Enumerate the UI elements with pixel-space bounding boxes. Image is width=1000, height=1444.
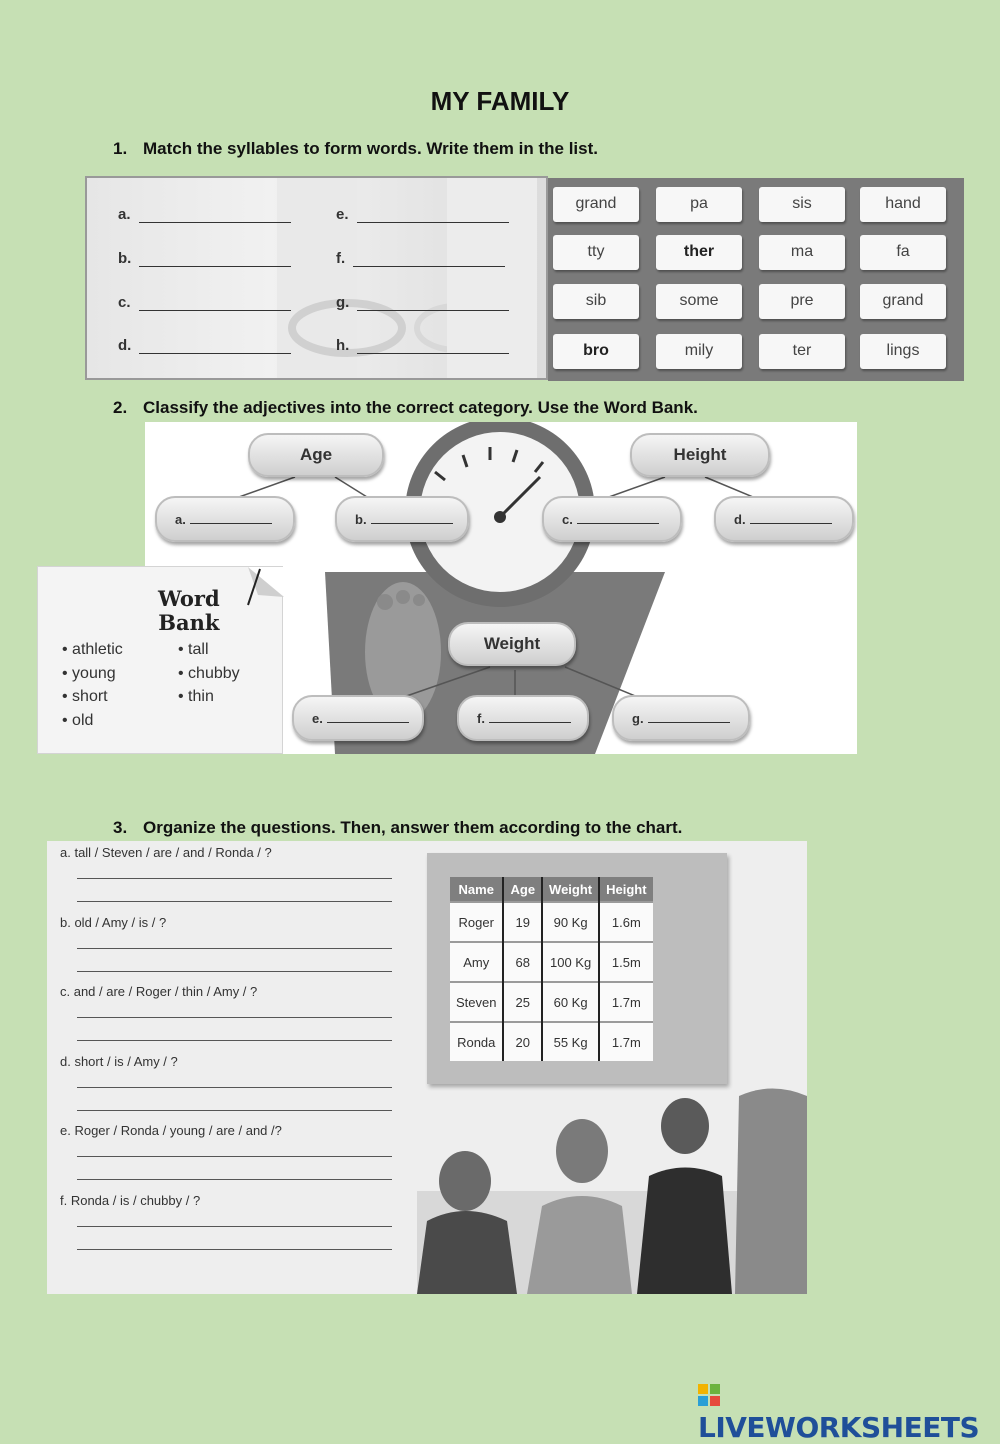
syllable-card[interactable]: grand — [860, 284, 946, 319]
answer-line[interactable] — [77, 1226, 392, 1227]
answer-line[interactable] — [77, 1040, 392, 1041]
chart-cell: Roger — [450, 902, 503, 942]
category-age: Age — [248, 433, 384, 477]
chart-cell: 1.7m — [599, 982, 652, 1022]
blank-h[interactable]: h. — [336, 337, 509, 354]
chart-cell: Steven — [450, 982, 503, 1022]
section2-instruction: 2. Classify the adjectives into the correct category. Use the Word Bank. — [113, 398, 698, 417]
word-bank-item: • old — [62, 711, 94, 729]
bullet-icon: • — [62, 664, 73, 682]
blank-c[interactable]: c. — [118, 294, 291, 311]
syllable-card[interactable]: bro — [553, 334, 639, 369]
question-prompt: f. Ronda / is / chubby / ? — [60, 1192, 201, 1208]
chart-cell: 60 Kg — [542, 982, 599, 1022]
answer-line[interactable] — [77, 878, 392, 879]
chart-cell: 1.6m — [599, 902, 652, 942]
word-bank-item: • tall — [178, 641, 209, 658]
answer-e[interactable]: e. — [292, 695, 424, 741]
answer-line[interactable] — [77, 901, 392, 902]
chart-cell: 68 — [503, 942, 542, 982]
answer-line[interactable] — [77, 1017, 392, 1018]
bullet-icon: • — [178, 641, 189, 658]
answer-a[interactable]: a. — [155, 496, 295, 542]
word-bank-item: • young — [62, 664, 116, 682]
answer-d[interactable]: d. — [714, 496, 854, 542]
chart-cell: 20 — [503, 1022, 542, 1061]
section1-instruction: 1. Match the syllables to form words. Write them in the list. — [113, 139, 598, 158]
answer-g[interactable]: g. — [612, 695, 750, 741]
syllable-card[interactable]: sis — [759, 187, 845, 222]
syllable-card[interactable]: ter — [759, 334, 845, 369]
pin-icon — [238, 567, 284, 607]
chart-cell: 19 — [503, 902, 542, 942]
bullet-icon: • — [178, 664, 189, 682]
question-prompt: b. old / Amy / is / ? — [60, 914, 167, 930]
answer-line[interactable] — [77, 1087, 392, 1088]
syllable-card[interactable]: mily — [656, 334, 742, 369]
bullet-icon: • — [178, 688, 189, 705]
table-row — [450, 982, 653, 1022]
category-height: Height — [630, 433, 770, 477]
liveworksheets-logo-icon — [698, 1384, 720, 1406]
blank-e[interactable]: e. — [336, 206, 509, 223]
blank-b[interactable]: b. — [118, 250, 291, 267]
syllable-card[interactable]: tty — [553, 235, 639, 270]
section3-instruction: 3. Organize the questions. Then, answer them according to the chart. — [113, 818, 683, 837]
chart-cell: 25 — [503, 982, 542, 1022]
syllable-grid — [548, 178, 964, 381]
chart-cell: 100 Kg — [542, 942, 599, 982]
word-bank-item: • chubby — [178, 664, 240, 682]
question-prompt: e. Roger / Ronda / young / are / and /? — [60, 1123, 282, 1138]
answer-line[interactable] — [77, 948, 392, 949]
syllable-card[interactable]: ma — [759, 235, 845, 270]
syllable-card[interactable]: ther — [656, 235, 742, 270]
chart-cell: 90 Kg — [542, 902, 599, 942]
table-row — [450, 1022, 653, 1061]
answer-c[interactable]: c. — [542, 496, 682, 542]
word-bank-item: • thin — [178, 688, 214, 705]
family-photo — [417, 1071, 807, 1294]
chart-header: Name — [450, 877, 503, 902]
answer-b[interactable]: b. — [335, 496, 469, 542]
syllable-card[interactable]: grand — [553, 187, 639, 222]
chart-cell: 55 Kg — [542, 1022, 599, 1061]
answer-line[interactable] — [77, 971, 392, 972]
answer-line[interactable] — [77, 1249, 392, 1250]
answer-f[interactable]: f. — [457, 695, 589, 741]
blank-a[interactable]: a. — [118, 206, 291, 223]
chart-cell: Amy — [450, 942, 503, 982]
blank-d[interactable]: d. — [118, 337, 291, 354]
syllable-card[interactable]: pre — [759, 284, 845, 319]
blank-g[interactable]: g. — [336, 294, 509, 311]
syllable-card[interactable]: sib — [553, 284, 639, 319]
table-row — [450, 902, 653, 942]
table-row — [450, 942, 653, 982]
bullet-icon: • — [62, 688, 73, 705]
blank-f[interactable]: f. — [336, 250, 505, 267]
word-bank-item: • athletic — [62, 641, 123, 658]
chart-header: Age — [503, 877, 542, 902]
question-prompt: c. and / are / Roger / thin / Amy / ? — [60, 984, 258, 999]
syllable-card[interactable]: pa — [656, 187, 742, 222]
syllable-card[interactable]: some — [656, 284, 742, 319]
syllable-card[interactable]: hand — [860, 187, 946, 222]
chart-header: Weight — [542, 877, 599, 902]
chart-header: Height — [599, 877, 652, 902]
chart-cell: 1.5m — [599, 942, 652, 982]
info-chart — [450, 877, 653, 1061]
chart-cell: 1.7m — [599, 1022, 652, 1061]
word-bank — [37, 566, 283, 754]
chart-cell: Ronda — [450, 1022, 503, 1061]
answer-line[interactable] — [77, 1156, 392, 1157]
category-weight: Weight — [448, 622, 576, 666]
bullet-icon: • — [62, 641, 73, 658]
page-title: MY FAMILY — [430, 86, 570, 116]
question-prompt: d. short / is / Amy / ? — [60, 1053, 178, 1069]
word-bank-title: Word Bank — [158, 586, 220, 635]
syllable-card[interactable]: fa — [860, 235, 946, 270]
question-prompt: a. tall / Steven / are / and / Ronda / ? — [60, 845, 272, 860]
syllable-card[interactable]: lings — [860, 334, 946, 369]
answer-line[interactable] — [77, 1179, 392, 1180]
liveworksheets-logo[interactable]: LIVEWORKSHEETS — [698, 1378, 1000, 1444]
bullet-icon: • — [62, 711, 73, 729]
word-bank-item: • short — [62, 688, 108, 705]
section1-answer-box — [85, 176, 548, 380]
answer-line[interactable] — [77, 1110, 392, 1111]
